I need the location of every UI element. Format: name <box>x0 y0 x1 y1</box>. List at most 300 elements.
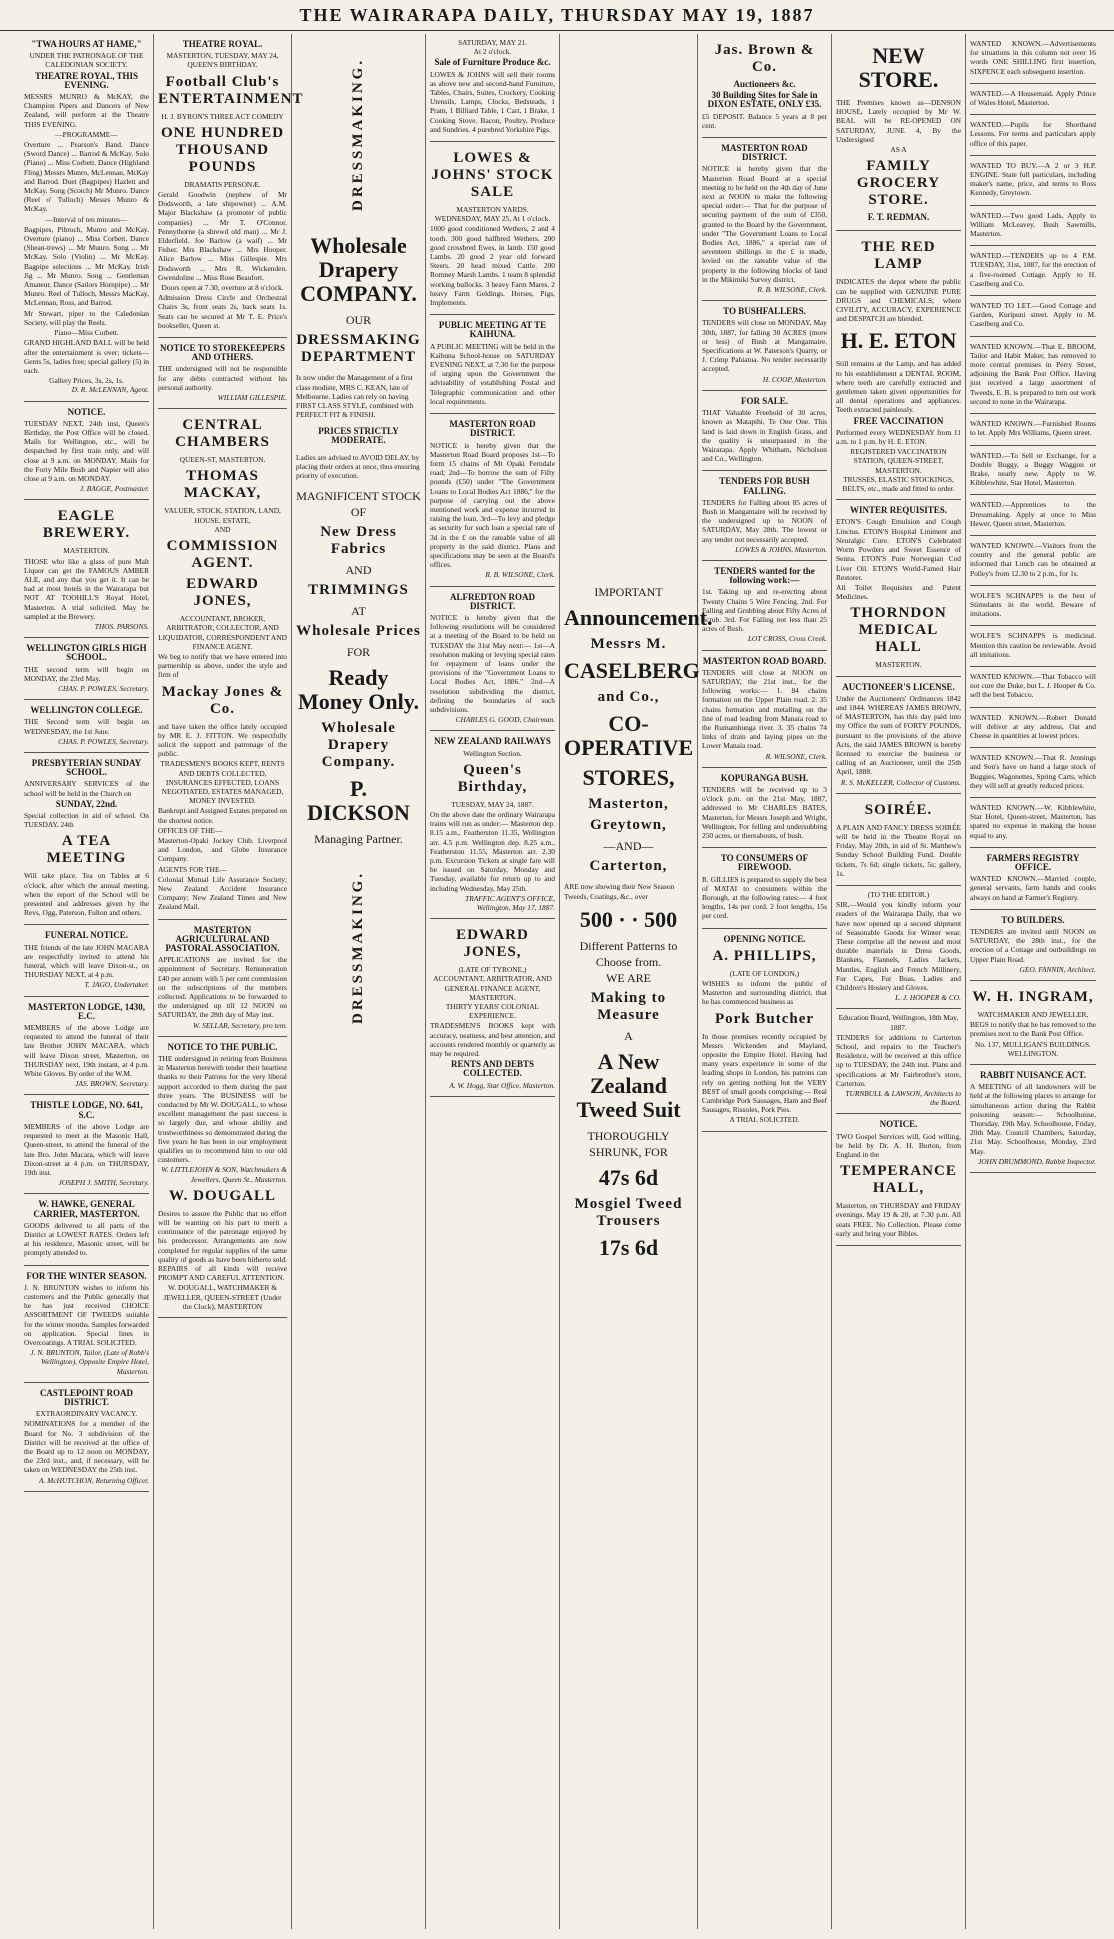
ad-bankrupt: Bankrupt and Assigned Estates prepared on the shortest notice. <box>158 806 287 825</box>
ad-body: WANTED KNOWN.—Advertisements for situations in this column not over 16 words ONE SHILLING first insertion, SIXPENCE each subsequent insertion. <box>970 39 1096 76</box>
ad-heading: NOTICE. <box>879 1119 918 1130</box>
ad-sub: (LATE OF LONDON,) <box>729 968 800 978</box>
ad-body: TENDERS will be received up to 3 o'clock p.m. on the 21st May, 1887, addressed to Mr CHARLES BATES, Masterton, for Messrs Joseph and Wright, Wellington, For felling and undersubbing 250 acres, or thereabouts, of bush. <box>702 785 827 841</box>
ad-body: WANTED.—TENDERS up to 4 P.M. TUESDAY, 31st, 1887, for the erection of a five-roomed Cottage. Apply to H. Caselberg and Co. <box>970 251 1096 288</box>
ad-body: LOWES & JOHNS will sell their rooms as above new and second-hand Furniture, Tables, Chairs, Suites, Crockery, Cooking Utensils, Lamps, Clocks, Bedsteads, 1 Pram, 1 Billiard Table, 1 Cart, 1 Brake, 1 Cooking Stove. Bacon, Poultry, Produce and Sundries. 4 purebred Yorkshire Pigs. <box>430 69 555 134</box>
ad-title: Wholesale Drapery COMPANY. <box>300 233 417 306</box>
ad-wanted-12 <box>970 536 1096 586</box>
ad-edward-jones <box>430 919 555 1097</box>
ad-heading: WELLINGTON GIRLS HIGH SCHOOL. <box>26 643 147 663</box>
ad-admission: Admission Dress Circle and Orchestral Chairs 3s, front seats 2s, back seats 1s. Seats can be secured at Mr T. E. Price's bookseller, Queen st. <box>158 293 287 330</box>
ad-winter-requisites <box>836 500 961 676</box>
ad-wanted-14 <box>970 626 1096 667</box>
ad-wanted-18 <box>970 798 1096 848</box>
ad-railways <box>430 731 555 919</box>
ad-heading: CENTRAL CHAMBERS <box>175 417 270 451</box>
ad-body3: Will take place. Tea on Tables at 6 o'clock, after which the annual meeting, when the report of the School will be presented and addresses given by the Revs. Ogg, Paterson, Fulton and others. <box>24 871 149 918</box>
ad-making: Making to Measure <box>590 990 667 1024</box>
ad-stock-sale <box>430 142 555 315</box>
ad-sub: QUEEN-ST, MASTERTON. <box>179 455 266 465</box>
ad-wanted-7 <box>970 296 1096 337</box>
ad-partnership: We beg to notify that we have entered into partnership as above, under the style and firm of <box>158 651 287 680</box>
ad-name: THOMAS MACKAY, <box>183 468 262 502</box>
ad-new-dress: New Dress Fabrics <box>320 523 397 557</box>
ad-agents: AGENTS FOR THE— <box>158 864 227 874</box>
ad-body: A MEETING of all landowners will be held at the following places to arrange for simultaneous action during the Rabbit poisoning season:— Schoolhouse, Thursday, 19th May. Schoolhouse, Friday, 20th May. Council Chambers, Saturday, 21st May. Schoolhouse, Monday, 23rd May. <box>970 1082 1096 1156</box>
ad-body: WANTED KNOWN.—That Tobacco will not cure the Duke, but L. J. Hooper & Co. sell the best Tobacco. <box>970 671 1096 700</box>
column-2 <box>154 34 304 1929</box>
ad-body: ANNIVERSARY SERVICES of the school will be held in the Church on <box>24 779 149 798</box>
ad-signature: T. JAGO, Undertaker. <box>84 980 149 990</box>
ad-body: WANTED KNOWN.—Furnished Rooms to let. Apply Mrs Williams, Queen street. <box>970 419 1096 438</box>
ad-jas-brown <box>702 34 827 138</box>
ad-dramatis: DRAMATIS PERSONÆ. <box>184 179 261 189</box>
ad-body: WANTED KNOWN.—That E. BROOM, Tailor and Habit Maker, has removed to more central premises in Perry Street, adjoining the Bank Post Office. Having just received a large assortment of Tweeds, E. B. is prepared to turn out work second to none in the Wairarapa. <box>970 341 1096 406</box>
ad-heading: Jas. Brown & Co. <box>714 42 815 75</box>
ad-road-board <box>702 651 827 768</box>
column-8 <box>966 34 1100 1929</box>
ad-place: MASTERTON YARDS. <box>456 205 529 215</box>
ad-heading: WINTER REQUISITES. <box>849 505 948 516</box>
ad-heading: THISTLE LODGE, NO. 641, S.C. <box>30 1100 143 1120</box>
ad-store: FAMILY GROCERY STORE. <box>856 158 941 209</box>
ad-heading: THEATRE ROYAL. <box>182 39 263 49</box>
ad-body: WANTED KNOWN.—Married couple, general servants, farm hands and cooks always on hand at Farmer's Registry. <box>970 874 1096 902</box>
ad-sunday-school <box>24 753 149 925</box>
ad-agricultural <box>158 920 287 1037</box>
ad-date: MASTERTON, TUESDAY, MAY 24, QUEEN'S BIRTHDAY. <box>166 51 279 70</box>
ad-thistle-lodge <box>24 1095 149 1194</box>
ad-greytown: Greytown, <box>590 817 667 833</box>
ad-title: Queen's Birthday, <box>457 761 528 795</box>
ad-wanted-3 <box>970 115 1096 156</box>
ad-signature: J. N. BRUNTON, Tailor, (Late of Robb's Wellington), Opposite Empire Hotel, Masterton. <box>30 1348 149 1376</box>
ad-as: AS A <box>890 145 907 155</box>
ad-body2: ACCOUNTANT, BROKER, ARBITRATOR, COLLECTOR, AND LIQUIDATOR, CORRESPONDENT AND FINANCE AGENT. <box>158 614 287 651</box>
ad-education-board <box>836 1009 961 1114</box>
ad-body: THE Second term will begin on WEDNESDAY, the 1st June. <box>24 717 149 736</box>
ad-signature: A. McHUTCHON, Returning Officer. <box>38 1475 149 1485</box>
ad-signature: JOSEPH J. SMITH, Secretary. <box>58 1178 149 1188</box>
ad-heading: SOIRÉE. <box>864 801 933 818</box>
ad-signature: R. B. WILSONE, Clerk. <box>485 570 555 580</box>
ad-interval: —Interval of ten minutes— <box>45 214 128 224</box>
ad-time: At 2 o'clock. <box>473 47 512 57</box>
ad-caledonian <box>24 34 149 402</box>
ad-vacc-body: Performed every WEDNESDAY from 11 a.m. to 1 p.m. by H. E. ETON. <box>836 427 961 447</box>
ad-heading: NOTICE. <box>67 406 106 417</box>
ad-wanted-13 <box>970 586 1096 627</box>
ad-wanted-2 <box>970 84 1096 115</box>
ad-agents-body: Colonial Mutual Life Assurance Society; New Zealand Accident Insurance Company; New Zealand Times and New Zealand Mail. <box>158 874 287 912</box>
ad-caselberg: CASELBERG <box>564 658 700 683</box>
ad-shrunk: THOROUGHLY SHRUNK, FOR <box>587 1129 670 1160</box>
ad-hall: TEMPERANCE HALL, <box>840 1163 957 1197</box>
ad-magnificent: MAGNIFICENT STOCK <box>296 488 421 503</box>
ad-soiree <box>836 794 961 886</box>
ad-heading: MASTERTON LODGE, 1430, E.C. <box>27 1001 146 1021</box>
ad-firm: Mackay Jones & Co. <box>161 683 284 717</box>
ad-heading: NEW STORE. <box>858 43 939 92</box>
ad-stores: STORES, <box>582 765 675 790</box>
ad-body: WANTED TO BUY.—A 2 or 3 H.P. ENGINE. State full particulars, including maker's name, price, and terms to Ross Kennedy, Greytown. <box>970 160 1096 198</box>
ad-sub: EXTRAORDINARY VACANCY. <box>35 1409 138 1419</box>
ad-body: NOTICE is hereby given that the Masterton Road Board at a special meeting to be held on the 4th day of June next at NOON to make the following special order:— That for the purpose of securing payment of the sum of £350, granted to the Board by the Government, under "The Government Loans to Local Bodies Act, 1886," a special rate of seventeen shillings in the £ is made, levied on the rateable value of the property in the following blocks of land in the Mikimiki Survey district. <box>702 164 827 284</box>
ad-announcement: Announcement. <box>564 605 713 630</box>
ad-body: On the above date the ordinary Wairarapa trains will run as under:— Masterton dep. 8.15 a.m., Featherston 11.35, Wellington arr. 4.5 p.m. Wellington dep. 8.25 a.m., Featherston 11.55, Masterton arr. 2.30 p.m. Excursion Tickets at single fare will be issued on Saturday, Monday and Tuesday, available for return up to and including Wednesday, May 25th. <box>430 810 555 893</box>
ad-signature: TURNBULL & LAWSON, Architects to the Board. <box>845 1089 961 1108</box>
ad-vaccination: FREE VACCINATION <box>853 415 944 426</box>
ad-signature: GEO. FANNIN, Architect. <box>1019 964 1096 974</box>
ad-heading: NEW ZEALAND RAILWAYS <box>434 736 551 747</box>
ad-funeral <box>24 925 149 996</box>
ad-heading: LOWES & JOHNS' STOCK SALE <box>431 150 554 201</box>
ad-gospel-notice <box>836 1114 961 1246</box>
masthead <box>0 0 1114 31</box>
ad-kopuranga <box>702 768 827 848</box>
ad-masterton-lodge <box>24 997 149 1096</box>
ad-suit: A New Zealand Tweed Suit <box>576 1049 681 1123</box>
ad-wanted-15 <box>970 667 1096 708</box>
ad-body: A PUBLIC MEETING will be held in the Kaihuna School-house on SATURDAY EVENING NEXT, at 7.30 for the purpose of urging upon the Government the advisability of establishing Postal and Telegraphic communication and other local requirements. <box>430 341 555 406</box>
ad-offices-body: Masterton-Opaki Jockey Club. Liverpool and London, and Globe Insurance Company. <box>158 835 287 864</box>
ad-name: H. E. ETON <box>840 328 957 354</box>
ad-name2: EDWARD JONES, <box>186 576 259 610</box>
ad-heading: TENDERS FOR BUSH FALLING. <box>719 476 810 496</box>
ad-body: ARE now showing their New Season Tweeds, Coatings, &c., over <box>564 882 675 901</box>
ad-signature: WILLIAM GILLESPIE. <box>217 393 287 403</box>
ad-farmers-registry <box>970 848 1096 910</box>
ad-cooperative: CO-OPERATIVE <box>564 711 694 760</box>
ad-body: WANTED KNOWN.—That R. Jennings and Son's have on hand a large stock of Buggies, Wagonettes, Spring Carts, which they will sell at greatly reduced prices. <box>970 753 1096 790</box>
ad-body: A PLAIN AND FANCY DRESS SOIRÉE will be held in the Theatre Royal on Friday, May 20th, in aid of St. Matthew's Sunday School Building Fund. Double tickets, 7s 6d; single tickets, 5s; gallery, 1s. <box>836 822 961 878</box>
ad-body: 30 Building Sites for Sale in DIXON ESTATE, ONLY £35. <box>707 90 822 110</box>
ad-for-sale <box>702 391 827 471</box>
ad-services: TRADESMEN'S BOOKS KEPT, RENTS AND DEBTS COLLECTED, INSURANCES EFFECTED, LOANS NEGOTIATED, ESTATES MANAGED, MONEY INVESTED. <box>160 759 285 806</box>
ad-furniture-sale <box>430 34 555 142</box>
ad-body: ACCOUNTANT, ARBITRATOR, AND GENERAL FINANCE AGENT, MASTERTON. <box>433 974 552 1002</box>
ad-signature: THOS. PARSONS. <box>94 621 149 631</box>
ad-body: THAT Valuable Freehold of 30 acres, known as Matapihi, Te One One. This land is laid down in English Grass, and the quality is unsurpassed in the Wairarapa. Apply Whitham, Nicholson and Co., Wellington. <box>702 408 827 464</box>
ad-place: MASTERTON. <box>63 546 110 556</box>
ad-heading: WELLINGTON COLLEGE. <box>30 705 143 716</box>
ad-date: SATURDAY, MAY 21. <box>458 38 527 47</box>
ad-items2: Bagpipes, Pibroch, Munro and McKay. Overture (piano) ... Miss Corbett. Dance (Shean-trews) ... Mr Munro. Song ... Mr McKay. Solo (Violin) ... Mr McKay. Bagpipe selections ... Mr McKay. Irish Jig ... Mr Munro. Song ... Gentleman Amateur. Dance (Sailors Hornpipe) ... Mr Munro. Reel of Tulloch, Messrs MacKay, McLennan, Ross, and Barrod. <box>24 224 149 308</box>
ad-body: NOTICE is hereby given that the following resolutions will be considered at a meeting of the Board to be held on TUESDAY the 31st May next:— 1st—A resolution making or levying special rates for repayment of loans under the provisions of the "Government Loans to Local Bodies Act, 1886." 2nd—A resolution subdividing the district, defining the boundaries of such subdivisions. <box>430 612 555 714</box>
ad-body: NOMINATIONS for a member of the Board for No. 3 subdivision of the District will be received at the office of the Board up to 12 noon on MONDAY, the 23rd inst., and, if necessary, will be taken on WEDNESDAY the 25th inst. <box>24 1419 149 1475</box>
ad-bushfallers <box>702 301 827 391</box>
ad-we-are: WE ARE <box>606 971 651 986</box>
ad-registered: REGISTERED VACCINATION STATION, QUEEN-STREET, MASTERTON. <box>850 447 947 475</box>
ad-tenders-work <box>702 561 827 651</box>
column-7 <box>832 34 966 1929</box>
ad-heading: (TO THE EDITOR.) <box>867 889 930 899</box>
ad-foot: No. 137, MULLIGAN'S BUILDINGS. <box>975 1039 1091 1049</box>
ad-signature: W. SELLAR, Secretary, pro tem. <box>192 1020 287 1030</box>
ad-prices: Gallery Prices, 3s, 2s, 1s. <box>49 376 124 386</box>
ad-body2: Ladies are advised to AVOID DELAY, by placing their orders at once, thus ensuring priority of execution. <box>296 452 420 480</box>
ad-wanted-9 <box>970 414 1096 445</box>
ad-body: WANTED KNOWN.—Visitors from the country and the general public are informed that Lunch can be obtained at Polley's from 12.30 to 2 p.m., for 1s. <box>970 540 1096 578</box>
ad-post-notice <box>24 402 149 501</box>
ad-body2: Masterton, on THURSDAY and FRIDAY evenings, May 19 & 20, at 7.30 p.m. All seats FREE. No Collection. Please come early and bring your Bibles. <box>836 1201 961 1238</box>
ad-and-co: and Co., <box>597 689 660 705</box>
ad-body: APPLICATIONS are invited for the appointment of Secretary. Remuneration £40 per annum with 5 per cent commission on the subscriptions of the members collected. Applications to be forwarded to the undersigned up till 12 NOON on SATURDAY, the 28th day of May inst. <box>158 955 287 1020</box>
ad-heading: PRESBYTERIAN SUNDAY SCHOOL. <box>31 758 142 778</box>
ad-body2: Different Patterns to Choose from. <box>579 939 678 970</box>
ad-heading: FOR THE WINTER SEASON. <box>26 1270 147 1281</box>
ad-trimmings: TRIMMINGS <box>308 581 409 598</box>
ad-agent: D. R. McLENNAN, Agent. <box>71 385 149 395</box>
ad-body: WANTED TO LET.—Good Cottage and Garden, Kuripuni street. Apply to M. Caselberg and Co. <box>970 301 1096 329</box>
ad-auctioneer-license <box>836 677 961 794</box>
ad-signature: CHARLES G. GOOD, Chairman. <box>455 715 555 725</box>
ad-body: WOLFE'S SCHNAPPS is medicinal. Mention this caution be reviewable. Avoid all imitations. <box>970 631 1096 659</box>
column-5 <box>560 34 713 1929</box>
ad-foot: W. DOUGALL, WATCHMAKER & JEWELLER, QUEEN-STREET (Under the Clock), MASTERTON <box>163 1283 282 1311</box>
ad-heading: Education Board, Wellington, 18th May, 1887. <box>838 1013 959 1032</box>
ad-signature: H. COOP, Masterton. <box>762 374 827 384</box>
ad-heading: OPENING NOTICE. <box>723 933 806 944</box>
ad-heading: NOTICE TO STOREKEEPERS AND OTHERS. <box>159 343 286 363</box>
ad-dickson: P. DICKSON <box>307 775 410 825</box>
ad-body: THE undersigned in retiring from Business in Masterton herewith tender their heartiest thanks to their Patrons for the very liberal support accorded to them during the past three years. The BUSINESS will be conducted by Mr W. DOUGALL, to whose excellent management the past success is so largely due, and whose ability and trustworthiness so demonstrated during the five years he has been in our employment qualifies us to recommend him to our old customers. <box>158 1054 287 1165</box>
ad-heading: "TWA HOURS AT HAME," <box>31 39 142 49</box>
ad-winter-season <box>24 1266 149 1383</box>
ad-heading: RABBIT NUISANCE ACT. <box>980 1070 1086 1081</box>
ad-name: EDWARD JONES, <box>456 927 529 961</box>
ad-date: TUESDAY, MAY 24, 1887. <box>451 799 534 809</box>
ad-place: WELLINGTON. <box>1007 1048 1059 1058</box>
ad-hawke-carrier <box>24 1194 149 1265</box>
ad-body: MESSRS MUNRO & McKAY, the Champion Pipers and Dancers of New Zealand, will perform at the Theatre THIS EVENING. <box>24 92 149 129</box>
ad-body: TENDERS for Falling about 85 acres of Bush in Mangamaire will be received by the undersigned up to NOON of SATURDAY, May 28th. The lowest or any tender not necessarily accepted. <box>702 497 827 544</box>
ad-signature: R. WILSONE, Clerk. <box>765 751 827 761</box>
ad-trade: Pork Butcher <box>714 1010 815 1027</box>
ad-eagle-brewery <box>24 500 149 638</box>
ad-and: —AND— <box>603 839 654 853</box>
ad-body: INDICATES the depot where the public can be supplied with GENUINE PURE DRUGS and CHEMICALS; where CIVILITY, ACCURACY, EXPERIENCE and DESPATCH are blended. <box>836 277 961 324</box>
ad-sub: (LATE OF TYRONE,) <box>458 965 527 975</box>
ad-body: BEGS to notify that he has removed to the premises next to the Bank Post Office. <box>970 1020 1096 1039</box>
ad-at: AT <box>351 603 366 618</box>
ad-rents: RENTS AND DEBTS COLLECTED. <box>450 1059 535 1079</box>
ad-masterton-road <box>430 414 555 586</box>
ad-body: WANTED.—To Sell or Exchange, for a Double Buggy, a Buggy Waggon or Brake, nearly new. Apply to W. Kibblewhite, Star Hotel, Masterton. <box>970 450 1096 488</box>
ad-signature: R. B. WILSONE, Clerk. <box>757 285 827 295</box>
vertical-banner-2: DRESSMAKING. <box>349 870 366 1024</box>
ad-signature: LOT CROSS, Cross Creek. <box>747 634 827 644</box>
ad-body: Is now under the Management of a first class modiste, MRS C. KEAN, late of Melbourne. Ladies can rely on having FIRST CLASS STYLE, combined with PERFECT FIT & FINISH. <box>296 373 414 420</box>
ad-price2: 17s 6d <box>598 1235 659 1261</box>
ad-body: MEMBERS of the above Lodge are requested to meet at the Masonic Hall, Queen-street, to attend the funeral of the late Bro. John Macara, which will leave Dixon-street at 4 p.m. on THURSDAY, 19th inst. <box>24 1121 149 1177</box>
ad-wanted-17 <box>970 748 1096 798</box>
ad-body: 1000 good conditioned Wethers, 2 and 4 tooth. 300 good halfbred Wethers. 200 good crossbred Ewes, in lamb. 150 good Lambs. 20 good 2 year old forward Steers. 20 head mixed Cattle. 200 Romney Marsh Lambs. 1 team 8 splendid working bullocks. 3 heavy Farm Mares. 2 heavy Farm Geldings. Horses, Pigs, Implements. <box>430 224 555 308</box>
ad-body: H. J. BYRON'S THREE ACT COMEDY <box>161 111 284 121</box>
ad-signature: JOHN DRUMMOND, Rabbit Inspector. <box>977 1156 1096 1166</box>
ad-managing: Managing Partner. <box>314 831 403 846</box>
ad-body: THE second term will begin on MONDAY, the 23rd May. <box>24 664 149 683</box>
newspaper-columns <box>20 34 1100 1929</box>
ad-body: THE Premises known as—DENSON HOUSE, Lately occupied by Mr W. BEAL will be RE-OPENED ON SATURDAY, JUNE 4, By the Undersigned <box>836 98 961 144</box>
ad-signature: L. J. HOOPER & CO. <box>895 993 961 1003</box>
ad-letter-editor <box>836 886 961 1009</box>
ad-dept: DRESSMAKING DEPARTMENT <box>296 332 421 365</box>
ad-our: OUR <box>345 313 372 327</box>
ad-road-district <box>702 138 827 301</box>
ad-heading: NOTICE TO THE PUBLIC. <box>167 1041 278 1052</box>
ad-heading: FARMERS REGISTRY OFFICE. <box>986 852 1080 872</box>
ad-wholesale-prices: Wholesale Prices <box>296 622 421 639</box>
ad-place: THEATRE ROYAL, THIS EVENING. <box>34 70 139 90</box>
ad-body2: TRADESMEN'S BOOKS kept with accuracy, neatness, and best attention, and accounts rendered monthly or quarterly as may be required. <box>430 1021 555 1059</box>
ad-body: WISHES to inform the public of Masterton and surrounding district, that he has commenced business as <box>702 979 827 1007</box>
ad-wanted-6 <box>970 246 1096 296</box>
ad-body: WANTED KNOWN.—Robert Donald will deliver at any address, Oat and Cheese in quantities at lowest prices. <box>970 712 1096 740</box>
ad-commission: COMMISSION AGENT. <box>166 538 279 572</box>
ad-body3: and have taken the office lately occupied by MR E. J. FITTON. We respectfully solicit the support and patronage of the public. <box>158 721 287 759</box>
ad-heading: CASTLEPOINT ROAD DISTRICT. <box>39 1387 134 1407</box>
ad-body: TENDERS will close on MONDAY, May 30th, 1887, for falling 30 ACRES (more or less) of Bush at Mangamaire. Specifications at W. Paterson's Quarry, or J. Crimp Pahiatua. No tender necessarily accepted. <box>702 318 827 374</box>
ad-name: W. H. INGRAM, <box>972 989 1094 1006</box>
ad-doors: Doors open at 7.30, overture at 8 o'clock. <box>161 283 284 293</box>
ad-experience: THIRTY YEARS' COLONIAL EXPERIENCE. <box>445 1002 540 1021</box>
ad-trial: A TRIAL SOLICITED. <box>729 1115 800 1125</box>
ad-body: THE undersigned will not be responsible for any debts contracted without his personal authority. <box>158 364 287 392</box>
ad-central-chambers <box>158 409 287 919</box>
ad-wanted-1 <box>970 34 1096 84</box>
ad-storekeepers <box>158 338 287 409</box>
ad-wanted-11 <box>970 495 1096 536</box>
ad-heading: ALFREDTON ROAD DISTRICT. <box>449 591 536 611</box>
ad-sub: Auctioneers &c. <box>733 79 796 89</box>
ad-body: TENDERS for additions to Carterton School, and repairs to the Teacher's Residence, will be received at this office up to TUESDAY, the 24th inst. Plans and specifications at Mr Fairbrother's store, Carterton. <box>836 1032 961 1088</box>
ad-body: J. N. BRUNTON wishes to inform his customers and the Public generally that he has just received CHOICE ASSORTMENT OF TWEEDS suitable for the winter months. Samples forwarded on application. Special lines in Overcoatings. A TRIAL SOLICITED. <box>24 1282 149 1347</box>
ad-signature: CHAS. P. POWLES, Secretary. <box>58 736 149 746</box>
ad-heading: KOPURANGA BUSH. <box>720 772 809 783</box>
ad-body: SIR,—Would you kindly inform your readers of the Wairarapa Daily, that we have now opened up a second shipment of Seasonable Goods for Winter wear. These comprise all the newest and most durable materials in Dress Goods, Blankets, Flannels, Ladies Jackets, Mantles, English and French Millinery, Fur Capes, Fur Boas, Ladies and Children's Hosiery and Gloves. <box>836 900 961 992</box>
ad-bush-falling <box>702 471 827 561</box>
ad-wanted-4 <box>970 156 1096 206</box>
ad-foot: All Toilet Requisites and Patent Medicines. <box>836 582 961 602</box>
column-4 <box>426 34 560 1929</box>
ad-builders <box>970 910 1096 981</box>
ad-body: TUESDAY NEXT, 24th inst, Queen's Birthday, the Post Office will be closed. Mails for Wellington, etc., will be despatched by first train only, and will close at 9 a.m. on MONDAY. Mails for the Forty Mile Bush and Napier will also close at 9 a.m. on MONDAY. <box>24 418 149 483</box>
ad-heading: EAGLE BREWERY. <box>42 508 131 542</box>
ad-piano: Piano—Miss Corbett. <box>54 328 119 338</box>
ad-phillips <box>702 929 827 1132</box>
vertical-banner: DRESSMAKING. <box>349 57 366 211</box>
ad-heading: MASTERTON ROAD BOARD. <box>702 655 827 666</box>
ad-signature: LOWES & JOHNS, Masterton. <box>735 544 827 554</box>
ad-heading: FOR SALE. <box>740 395 788 406</box>
ad-heading: TENDERS wanted for the following work:— <box>714 565 815 586</box>
ad-important: IMPORTANT <box>594 585 663 599</box>
ad-masterton: Masterton, <box>588 796 669 812</box>
ad-heading: Sale of Furniture Produce &c. <box>434 57 551 68</box>
ad-tea: A TEA MEETING <box>46 833 127 867</box>
ad-body: WOLFE'S SCHNAPPS is the best of Stimulants in the world. Beware of imitations. <box>970 590 1096 619</box>
ad-heading: MASTERTON AGRICULTURAL AND PASTORAL ASSOCIATION. <box>165 924 280 953</box>
ad-body: WANTED KNOWN.—W. Kibblewhite, Star Hotel, Queen-street, Masterton, has spared no expense in making the house equal to any. <box>970 802 1096 840</box>
ad-day: SUNDAY, 22nd. <box>55 798 118 809</box>
ad-body2: In those premises recently occupied by Messrs Wickenden and Mayland, opposite the Empire Hotel. Having had many years experience in some of the leading shops in London, his patrons can rely on getting nothing but the VERY BEST of small goods comprising:— Real Cambridge Pork Sausages, Ham and Beef Sausages, Rissoles, Pork Pies. <box>702 1031 827 1115</box>
ad-date: WEDNESDAY, MAY 25, At 1 o'clock. <box>434 214 551 224</box>
ad-medical-hall: THORNDON MEDICAL HALL <box>850 605 947 656</box>
ad-heading: MASTERTON ROAD DISTRICT. <box>449 419 536 439</box>
ad-wanted-5 <box>970 206 1096 247</box>
ad-ready-money: Ready Money Only. <box>297 664 419 714</box>
ad-programme: —PROGRAMME— <box>55 129 118 139</box>
ad-wholesale-drapery: Wholesale Drapery Company. <box>321 719 396 770</box>
ad-body: THOSE who like a glass of pure Malt Liquor can get the FAMOUS AMBER ALE, and any that you get it. It can be had at most hotels in the Wairarapa but NOT AT TOOHILL'S Royal Hotel, Masterton. A trial solicited. May be sampled at the Brewery. <box>24 556 149 621</box>
ad-body2: Special collection in aid of school. On TUESDAY, 24th <box>24 811 149 830</box>
ad-name: W. DOUGALL <box>169 1187 276 1204</box>
ad-heading: FUNERAL NOTICE. <box>44 930 128 941</box>
ad-heading: AUCTIONEER'S LICENSE. <box>842 681 955 692</box>
ad-of: OF <box>350 504 367 519</box>
ad-red-lamp <box>836 231 961 500</box>
ad-offices: OFFICES OF THE— <box>158 825 223 835</box>
column-3 <box>292 34 426 1929</box>
ad-body: ETON'S Cough Emulsion and Cough Linctus. ETON'S Hospital Liniment and Neuralgic Cure. ETON'S Celebrated Worm Powders and Sweet Essence of Senna. ETON'S Pure Norwegian Cod Liver Oil. ETON'S World-Famed Hair Restorer. <box>836 517 961 582</box>
ad-castlepoint <box>24 1383 149 1492</box>
ad-body: R. GILLIES is prepared to supply the best of MATAI to consumers within the Borough, at the following rates:— 4 foot lengths, 14s per cord. 2 foot lengths, 15s per cord. <box>702 874 827 921</box>
ad-body: Under the Auctioneers' Ordinances 1842 and 1844. WHEREAS JAMES BROWN, of MASTERTON, has this day paid into my Office the sum of FORTY POUNDS, pursuant to the provisions of the above Acts, the said JAMES BROWN is hereby licensed to exercise the business or calling of an Auctioneer, until the 25th April, 1888. <box>836 693 961 777</box>
ad-for: FOR <box>346 644 371 659</box>
ad-cast: Gerald Goodwin (nephew of Mr Dodsworth, a late shipowner) ... A.M. Major Blackshaw (a promoter of public companies) ... Mr T. O'Connor. Pennythorne (a shrewd old man) ... Mr J. Elderfield. Joe Barlow (a waif) ... Mr Fisher. Mrs Blackshaw ... Mrs Hooper. Alice Barlow ... Miss Gillespie. Mrs Dodsworth ... Mrs R. Wickenden. Gwendoline ... Miss Rose Beaufort. <box>158 190 287 282</box>
ad-wanted-8 <box>970 337 1096 414</box>
ad-messrs: Messrs M. <box>590 636 667 652</box>
ad-notice-public <box>158 1037 287 1318</box>
ad-signature: JAS. BROWN, Secretary. <box>75 1079 149 1089</box>
ad-prices: PRICES STRICTLY MODERATE. <box>318 425 399 445</box>
ad-sub: WATCHMAKER AND JEWELLER, <box>977 1010 1089 1020</box>
ad-body: TENDERS are invited until NOON on SATURDAY, the 28th inst., for the erection of a Cottage and outbuildings on Upper Plain Road. <box>970 927 1096 964</box>
ad-body: 1st. Taking up and re-erecting about Twenty Chains 5 Wire Fencing. 2nd. For Falling and Grubbing about Fifty Acres of Scrub. 3rd. For Falling not less than 25 acres of Bush. <box>702 587 827 634</box>
ad-signature: W. LITTLEJOHN & SON, Watchmakers & Jewellers, Queen St., Masterton. <box>161 1165 287 1184</box>
ad-heading: TO CONSUMERS OF FIREWOOD. <box>720 853 809 873</box>
ad-ingram <box>970 981 1096 1065</box>
ad-body: TENDERS will close at NOON on SATURDAY, the 21st inst., for the following works:— 1. 84 chains formation on the Upper Plain road. 2. 35 chains formation and metalling on the line of road leading from Manaia road to the Rumamhunga river. 3. 35 chains 74 links of drain and laying pipes on the Lower Manaia road. <box>702 667 827 751</box>
ad-trusses: TRUSSES, ELASTIC STOCKINGS, BELTS, etc., made and fitted to order. <box>842 474 955 494</box>
ad-rabbit-nuisance <box>970 1065 1096 1173</box>
ad-signature: J. BAGGE, Postmaster. <box>79 484 149 494</box>
ad-body2: Still remains at the Lamp, and has added to his establishment a DENTAL ROOM, where teeth are carefully extracted and gentlemen taken given opportunities for all dental operations and appliances. Teeth extracted painlessly. <box>836 359 961 415</box>
ad-foot: Mr Stewart, piper to the Caledonian Society, will play the Reels. <box>24 308 149 327</box>
ad-te-kaihuna <box>430 315 555 414</box>
ad-body: WANTED.—Two good Lads, Apply to William McLeavey, Bush Sawmills, Masterton. <box>970 210 1096 239</box>
ad-a: A <box>624 1029 633 1044</box>
ad-medical-sub: MASTERTON. <box>875 660 922 670</box>
ad-carterton: Carterton, <box>589 858 668 874</box>
ad-wanted-10 <box>970 446 1096 496</box>
column-6 <box>698 34 832 1929</box>
ad-body: THE friends of the late JOHN MACARA are respectfully invited to attend his funeral, which will leave Dixon-st., on THURSDAY NEXT, at 4 p.m. <box>24 942 149 980</box>
ad-body2: Desires to assure the Public that no effort will be wanting on his part to merit a continuance of the patronage enjoyed by his predecessor. Arrangements are now completed for regular supplies of the same quality of goods as have been hitherto sold. REPAIRS of all kinds will receive PROMPT AND CAREFUL ATTENTION. <box>158 1208 287 1283</box>
ad-body: GOODS delivered to all parts of the District at LOWEST RATES. Orders left at his residence, Masonic street, will be promptly attended to. <box>24 1220 149 1258</box>
ad-signature: A. W. Hogg, Star Office, Masterton. <box>449 1080 555 1090</box>
ad-deposit: £5 DEPOSIT. Balance 5 years at 8 per cent. <box>702 111 827 130</box>
ad-and: AND <box>214 524 231 534</box>
ad-price1: 47s 6d <box>598 1165 659 1191</box>
ad-heading: TO BUILDERS. <box>1001 914 1065 925</box>
ad-signature: R. S. McKELLER, Collector of Customs. <box>840 777 961 787</box>
ad-wellington-college <box>24 700 149 753</box>
masthead-title: THE WAIRARAPA DAILY, THURSDAY MAY 19, 1887 <box>299 5 815 25</box>
ad-name: A. PHILLIPS, <box>712 947 817 964</box>
ad-and: AND <box>345 562 372 577</box>
